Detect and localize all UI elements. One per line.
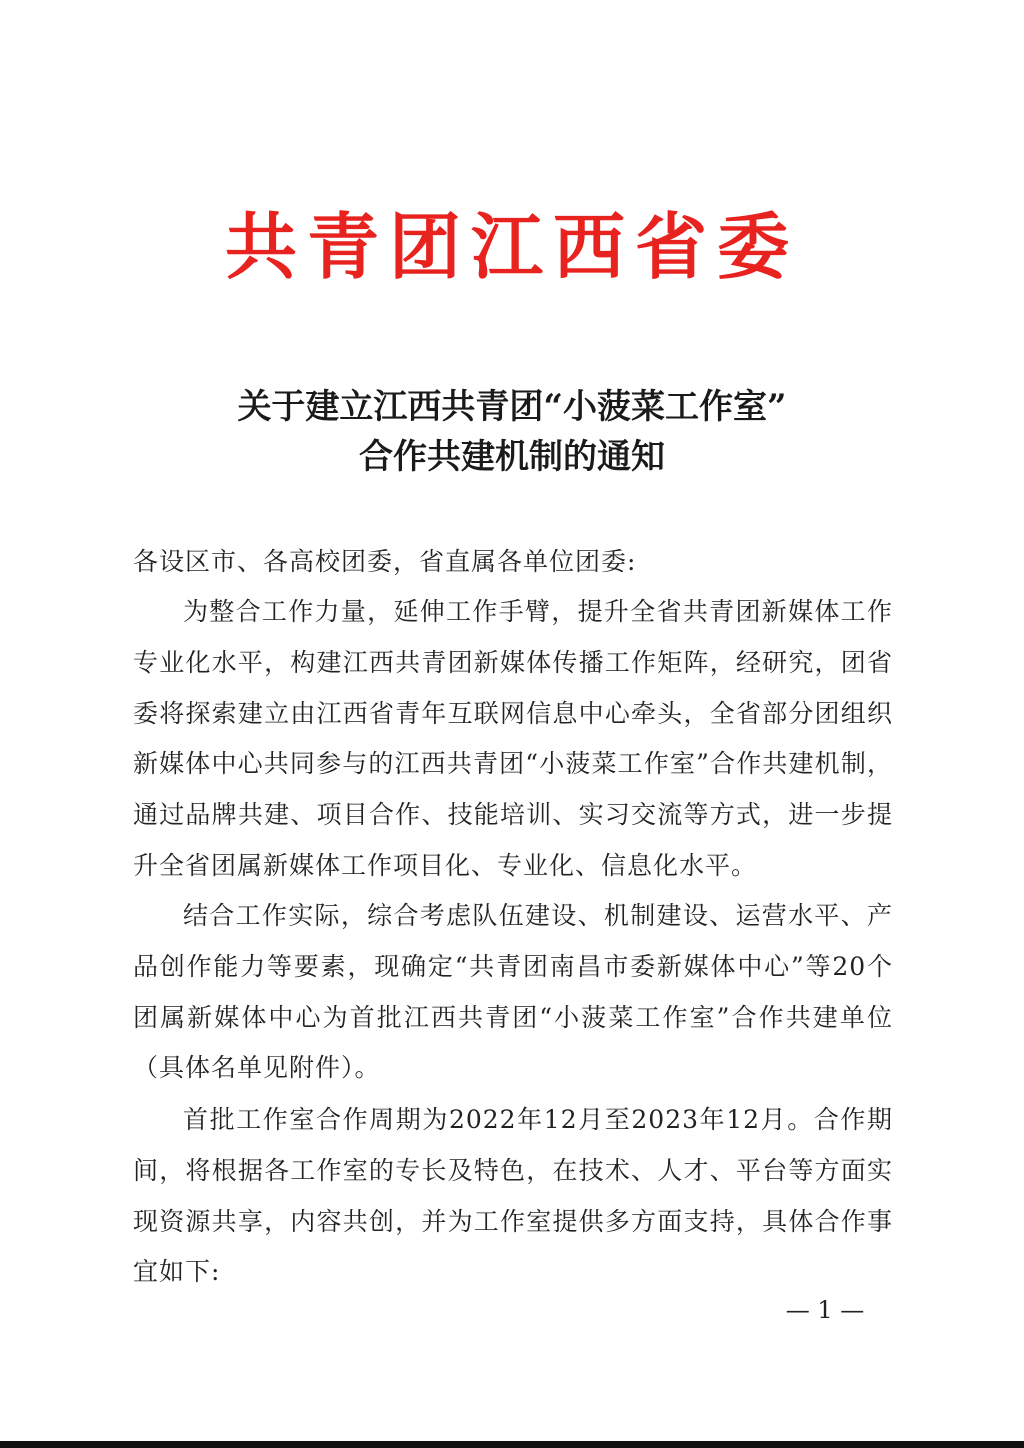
page-number: — 1 — [785,1296,865,1324]
masthead-org-name: 共青团江西省委 [224,205,799,289]
document-title-line-1: 关于建立江西共青团“小菠菜工作室” [237,387,787,427]
body-paragraph-3: 首批工作室合作周期为2022年12月至2023年12月。合作期间，将根据各工作室的专长及特色，在技术、人才、平台等方面实现资源共享，内容共创，并为工作室提供多方面支持，具体合作事宜如下: [133,1105,893,1287]
bottom-border [0,1441,1024,1448]
salutation: 各设区市、各高校团委，省直属各单位团委: [133,547,637,576]
body-paragraph-2: 结合工作实际，综合考虑队伍建设、机制建设、运营水平、产品创作能力等要素，现确定“共青团南昌市委新媒体中心”等20个团属新媒体中心为首批江西共青团“小菠菜工作室”合作共建单位（具体名单见附件）。 [133,901,893,1083]
body-paragraph-1: 为整合工作力量，延伸工作手臂，提升全省共青团新媒体工作专业化水平，构建江西共青团新媒体传播工作矩阵，经研究，团省委将探索建立由江西省青年互联网信息中心牵头，全省部分团组织新媒体中心共同参与的江西共青团“小菠菜工作室”合作共建机制，通过品牌共建、项目合作、技能培训、实习交流等方式，进一步提升全省团属新媒体工作项目化、专业化、信息化水平。 [133,597,893,880]
document-title-line-2: 合作共建机制的通知 [359,437,665,477]
